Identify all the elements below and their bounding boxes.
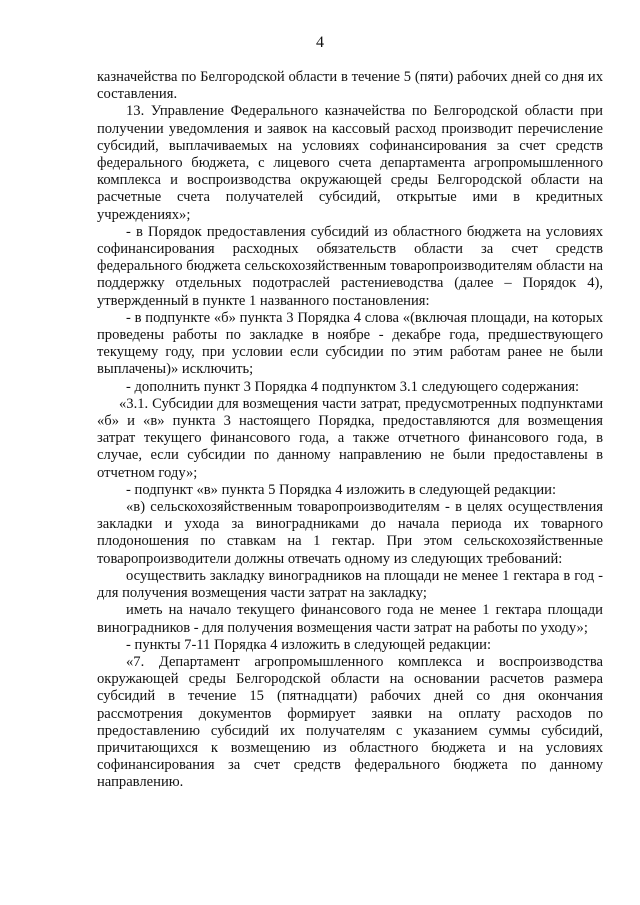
paragraph: - дополнить пункт 3 Порядка 4 подпунктом 3.1 следующего содержания: xyxy=(126,378,580,395)
paragraph: «в) сельскохозяйственным товаропроизводителям - в целях осуществления закладки и ухода за виноградниками до начала периода их товарного плодоношения по ставкам на 1 гектар. При этом сельскохозяйственные товаропроизводители должны отвечать одному из следующих требований: xyxy=(97,499,603,567)
paragraph: «3.1. Субсидии для возмещения части затрат, предусмотренных подпунктами «б» и «в» пункта 3 настоящего Порядка, предоставляются для возмещения затрат текущего финансового года, а также отчетного финансового года, в случае, если субсидии по данному направлению не были предоставлены в отчетном году»; xyxy=(97,395,603,481)
paragraph: «7. Департамент агропромышленного комплекса и воспроизводства окружающей среды Белгородской области на основании расчетов размера субсидий в течение 15 (пятнадцати) рабочих дней со дня окончания рассмотрения документов формирует заявки на оплату расходов по предоставлению субсидий их получателям с указанием суммы субсидий, причитающихся к возмещению из областного бюджета и на условиях софинансирования за счет средств федерального бюджета по данному направлению. xyxy=(97,653,603,791)
paragraph: казначейства по Белгородской области в течение 5 (пяти) рабочих дней со дня их составления. xyxy=(97,69,603,103)
document-body xyxy=(97,69,603,792)
paragraph: - пункты 7-11 Порядка 4 изложить в следующей редакции: xyxy=(126,636,492,653)
paragraph: - подпункт «в» пункта 5 Порядка 4 изложить в следующей редакции: xyxy=(126,481,557,498)
paragraph: осуществить закладку виноградников на площади не менее 1 гектара в год - для получения возмещения части затрат на закладку; xyxy=(97,567,603,602)
paragraph: 13. Управление Федерального казначейства по Белгородской области при получении уведомления и заявок на кассовый расход производит перечисление субсидий, выплачиваемых на условиях софинансирования за счет средств федерального бюджета, с лицевого счета департамента агропромышленного комплекса и воспроизводства окружающей среды Белгородской области на расчетные счета получателей субсидий, открытые ими в кредитных учреждениях»; xyxy=(97,103,603,223)
paragraph: - в Порядок предоставления субсидий из областного бюджета на условиях софинансирования расходных обязательств области за счет средств федерального бюджета сельскохозяйственным товаропроизводителям области на поддержку отдельных подотраслей растениеводства (далее – Порядок 4), утвержденный в пункте 1 названного постановления: xyxy=(97,223,603,309)
paragraph: - в подпункте «б» пункта 3 Порядка 4 слова «(включая площади, на которых проведены работы по закладке в ноябре - декабре года, предшествующего текущему году, при условии если субсидии по этим работам ранее не были выплачены)» исключить; xyxy=(97,309,603,378)
paragraph: иметь на начало текущего финансового года не менее 1 гектара площади виноградников - для получения возмещения части затрат на работы по уходу»; xyxy=(97,602,603,636)
page-number: 4 xyxy=(316,34,324,51)
